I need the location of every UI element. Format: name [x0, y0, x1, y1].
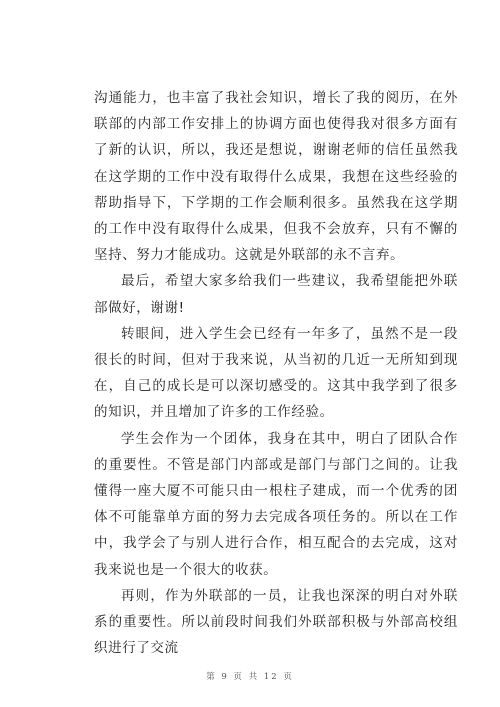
paragraph-1: 沟通能力，也丰富了我社会知识，增长了我的阅历，在外联部的内部工作安排上的协调方面也使得我对很多方面有了新的认识，所以，我还是想说，谢谢老师的信任虽然我在这学期的工作中没有取得什么成果，我想在这些经验的帮助指导下，下学期的工作会顺利很多。虽然我在这学期的工作中没有取得什么成果，但我不会放弃，只有不懈的坚持、努力才能成功。这就是外联部的永不言弃。	[94, 90, 458, 264]
paragraph-3: 转眼间，进入学生会已经有一年多了，虽然不是一段很长的时间，但对于我来说，从当初的几近一无所知到现在，自己的成长是可以深切感受的。这其中我学到了很多的知识，并且增加了许多的工作经验。	[94, 325, 458, 421]
paragraph-2: 最后，希望大家多给我们一些建议，我希望能把外联部做好，谢谢!	[94, 273, 458, 316]
paragraph-5: 再则，作为外联部的一员，让我也深深的明白对外联系的重要性。所以前段时间我们外联部积极与外部高校组织进行了交流	[94, 587, 458, 657]
paragraph-4: 学生会作为一个团体，我身在其中，明白了团队合作的重要性。不管是部门内部或是部门与部门之间的。让我懂得一座大厦不可能只由一根柱子建成，而一个优秀的团体不可能靠单方面的努力去完成各项任务的。所以在工作中，我学会了与别人进行合作，相互配合的去完成，这对我来说也是一个很大的收获。	[94, 430, 458, 578]
page-footer: 第 9 页 共 12 页	[206, 672, 294, 682]
document-body	[94, 85, 458, 661]
